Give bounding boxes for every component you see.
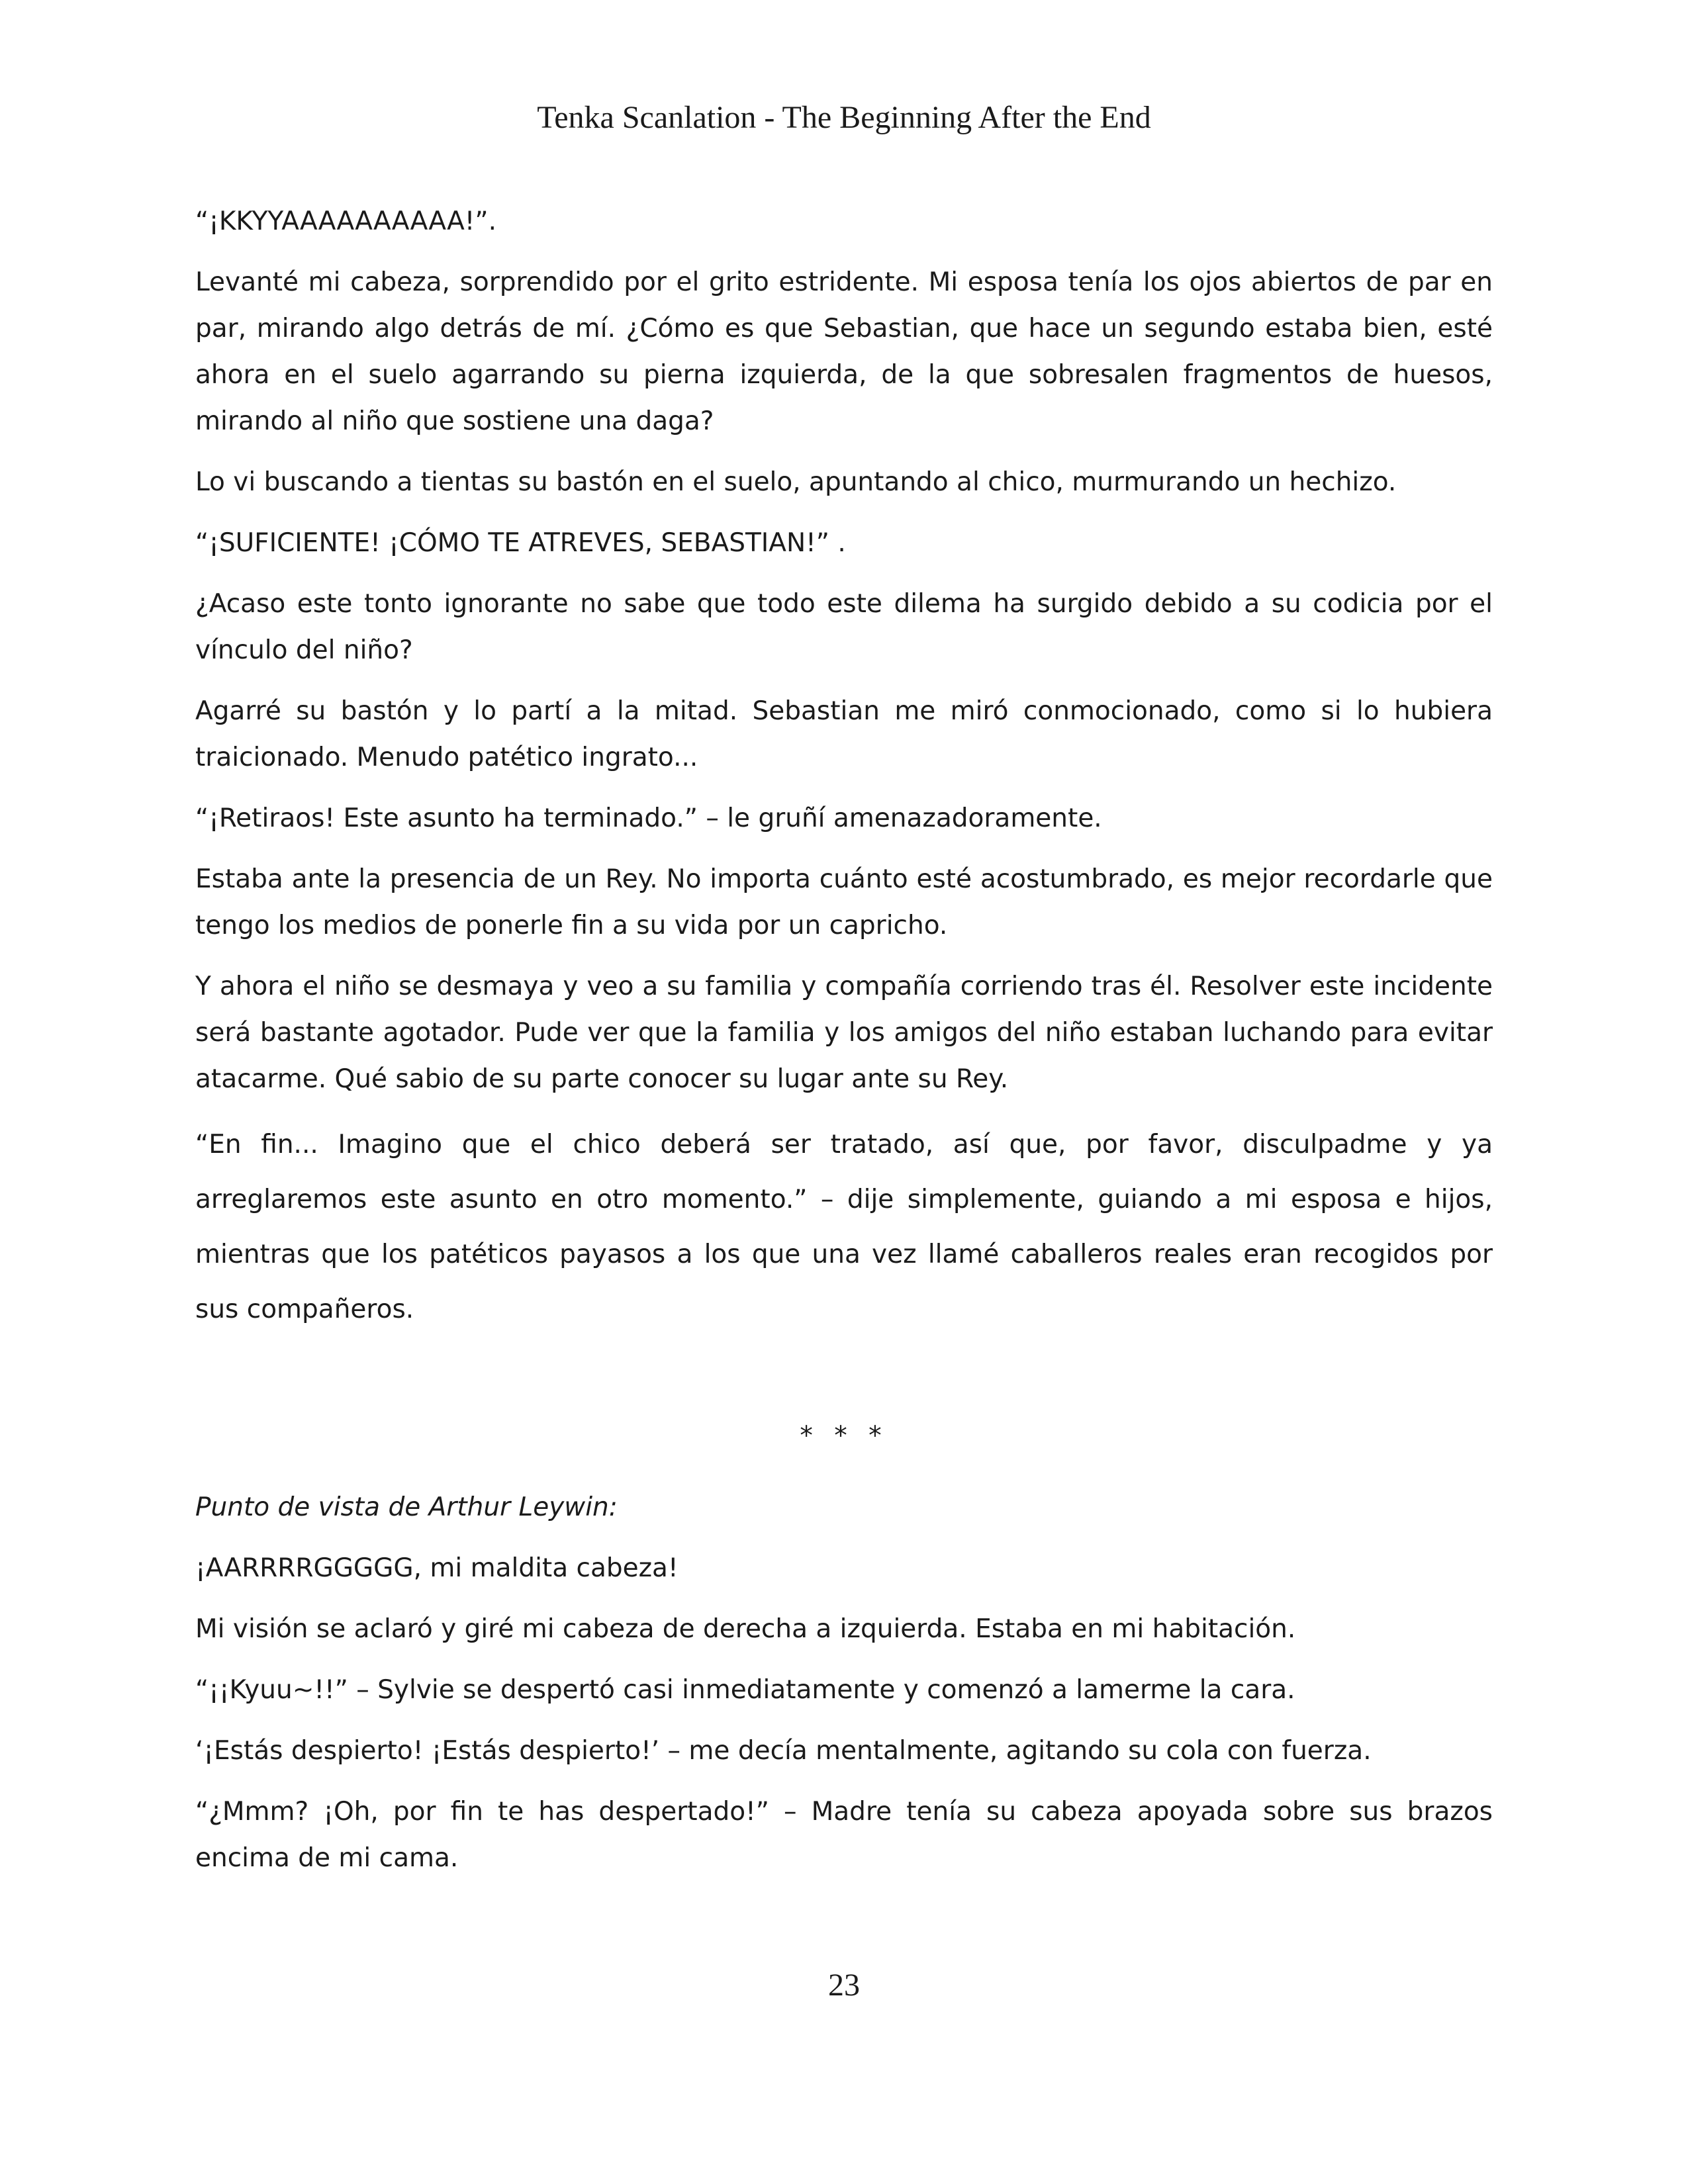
- paragraph: “¡¡Kyuu~!!” – Sylvie se despertó casi inmediatamente y comenzó a lamerme la cara.: [195, 1675, 1295, 1705]
- paragraph: ¿Acaso este tonto ignorante no sabe que todo este dilema ha surgido debido a su codicia por el vínculo del niño?: [195, 589, 1493, 665]
- page-header: Tenka Scanlation - The Beginning After the End: [537, 100, 1151, 135]
- paragraph: Y ahora el niño se desmaya y veo a su familia y compañía corriendo tras él. Resolver este incidente será bastante agotador. Pude ver que la familia y los amigos del niño estaban luchando para evitar atacarme. Qué sabio de su parte conocer su lugar ante su Rey.: [195, 972, 1493, 1094]
- body-text: [195, 199, 1493, 1896]
- page-number: 23: [828, 1968, 860, 2003]
- paragraph: ‘¡Estás despierto! ¡Estás despierto!’ – me decía mentalmente, agitando su cola con fuerza.: [195, 1736, 1372, 1766]
- paragraph: “En fin... Imagino que el chico deberá ser tratado, así que, por favor, disculpadme y ya arreglaremos este asunto en otro momento.” – dije simplemente, guiando a mi esposa e hijos, mientras que los patéticos payasos a los que una vez llamé caballeros reales eran recogidos por sus compañeros.: [195, 1130, 1493, 1324]
- paragraph: Lo vi buscando a tientas su bastón en el suelo, apuntando al chico, murmurando un hechizo.: [195, 467, 1397, 497]
- paragraph: “¡KKYYAAAAAAAAAA!”.: [195, 206, 497, 236]
- paragraph: Agarré su bastón y lo partí a la mitad. Sebastian me miró conmocionado, como si lo hubiera traicionado. Menudo patético ingrato...: [195, 696, 1493, 772]
- paragraph: Levanté mi cabeza, sorprendido por el grito estridente. Mi esposa tenía los ojos abiertos de par en par, mirando algo detrás de mí. ¿Cómo es que Sebastian, que hace un segundo estaba bien, esté ahora en el suelo agarrando su pierna izquierda, de la que sobresalen fragmentos de huesos, mirando al niño que sostiene una daga?: [195, 267, 1493, 436]
- paragraph: “¿Mmm? ¡Oh, por fin te has despertado!” – Madre tenía su cabeza apoyada sobre sus brazos encima de mi cama.: [195, 1797, 1493, 1873]
- section-heading: Punto de vista de Arthur Leywin:: [195, 1492, 618, 1522]
- section-separator: * * *: [800, 1421, 888, 1451]
- paragraph: “¡SUFICIENTE! ¡CÓMO TE ATREVES, SEBASTIAN!” .: [195, 528, 846, 558]
- paragraph: ¡AARRRRGGGGG, mi maldita cabeza!: [195, 1553, 679, 1583]
- paragraph: Mi visión se aclaró y giré mi cabeza de derecha a izquierda. Estaba en mi habitación.: [195, 1614, 1296, 1644]
- paragraph: Estaba ante la presencia de un Rey. No importa cuánto esté acostumbrado, es mejor recordarle que tengo los medios de ponerle fin a su vida por un capricho.: [195, 864, 1493, 940]
- paragraph: “¡Retiraos! Este asunto ha terminado.” – le gruñí amenazadoramente.: [195, 803, 1102, 833]
